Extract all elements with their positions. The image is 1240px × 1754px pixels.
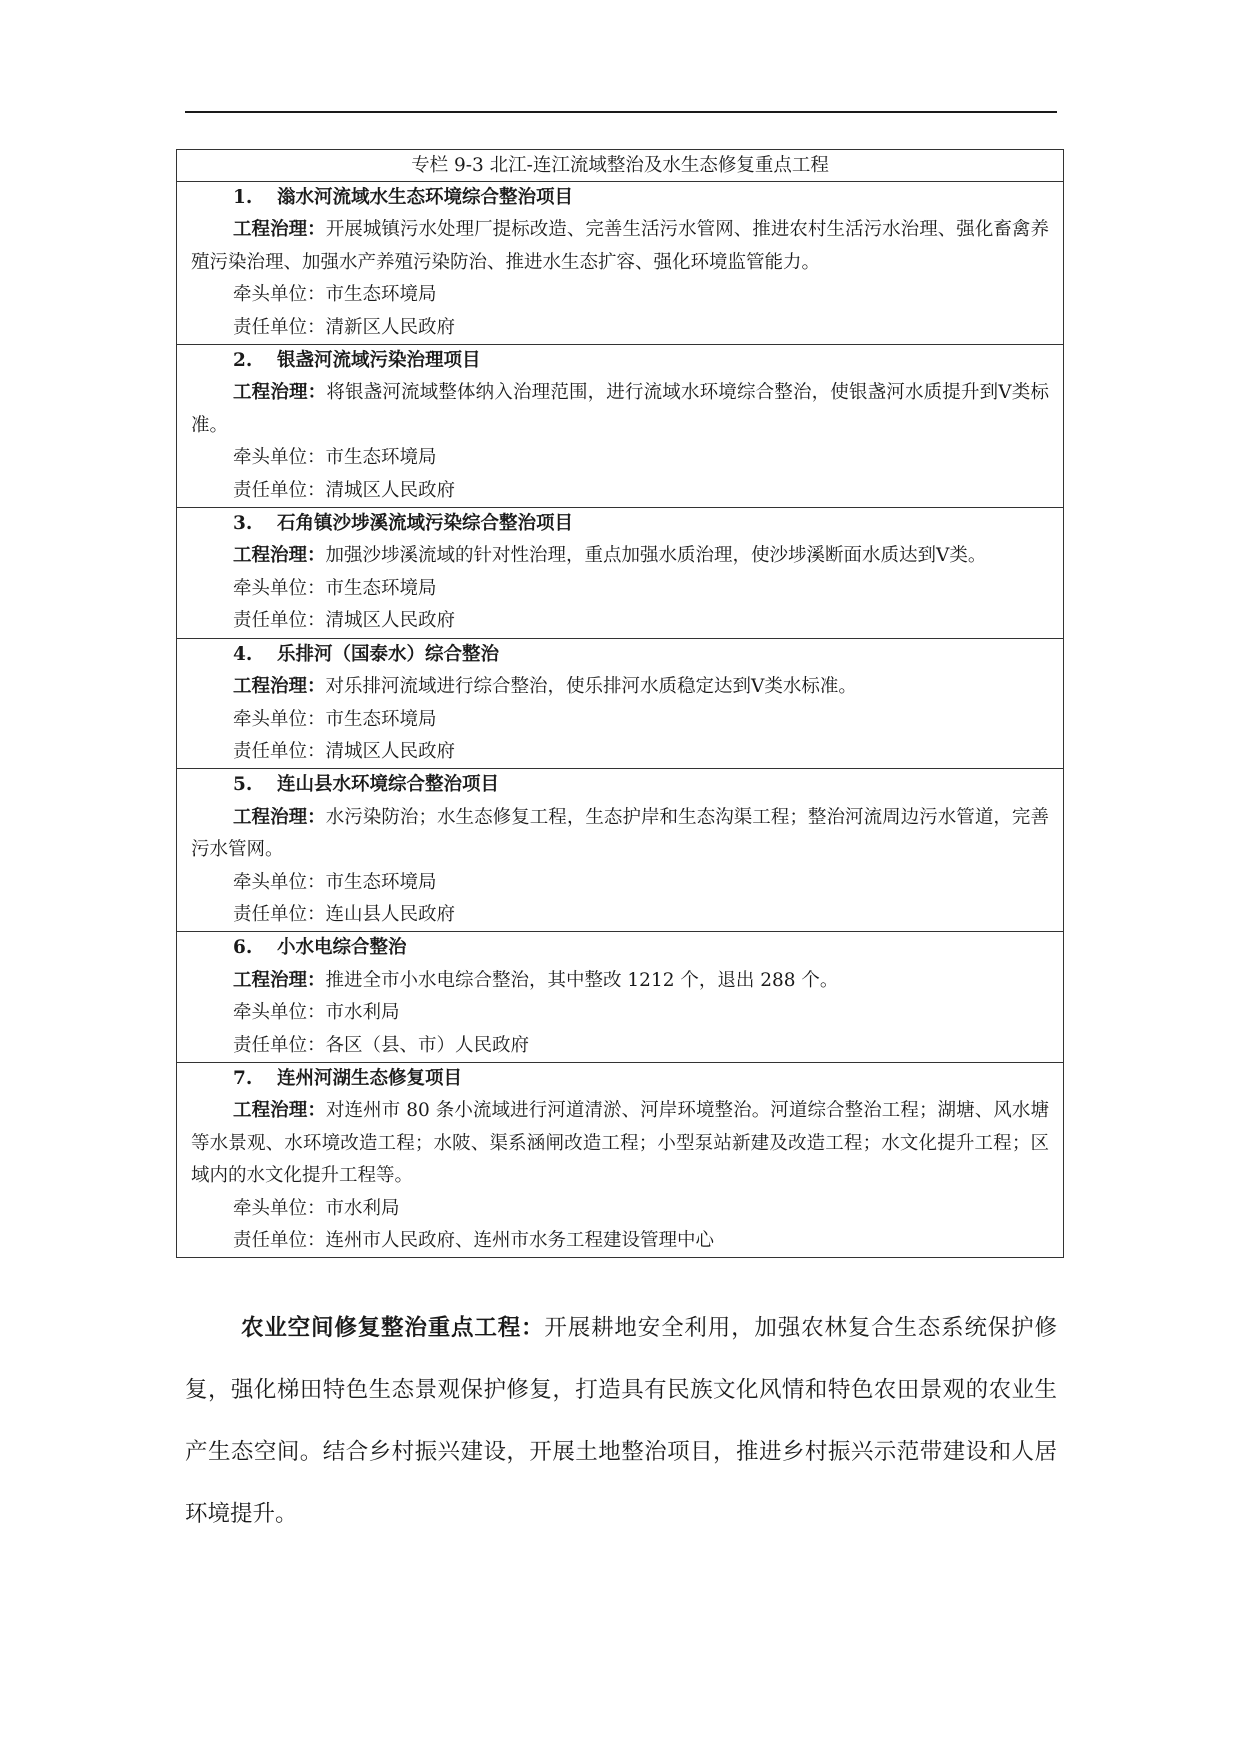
body-text: 开展耕地安全利用，加强农林复合生态系统保护修复，强化梯田特色生态景观保护修复，打造具有民族文化风情和特色农田景观的农业生产生态空间。结合乡村振兴建设，开展土地整治项目，推进乡村振兴示范带建设和人居环境提升。 xyxy=(185,1315,1057,1527)
responsible-unit-label: 责任单位： xyxy=(233,610,326,632)
lead-unit-value: 市水利局 xyxy=(325,1002,400,1024)
project-row xyxy=(177,769,1064,932)
lead-unit xyxy=(191,867,1049,899)
project-measures xyxy=(191,1095,1049,1192)
lead-unit xyxy=(191,573,1049,605)
project-measures xyxy=(191,965,1049,997)
responsible-unit-label: 责任单位： xyxy=(233,903,326,925)
project-row xyxy=(177,932,1064,1063)
project-cell xyxy=(177,932,1064,1063)
project-box-table xyxy=(176,149,1064,1258)
project-title xyxy=(191,639,1049,671)
responsible-unit-value: 清城区人民政府 xyxy=(325,479,456,501)
lead-unit-value: 市生态环境局 xyxy=(325,284,437,306)
responsible-unit-value: 清城区人民政府 xyxy=(325,740,456,762)
responsible-unit-label: 责任单位： xyxy=(233,740,326,762)
project-number: 6. xyxy=(233,937,253,959)
measures-text: 对连州市 80 条小流域进行河道清淤、河岸环境整治。河道综合整治工程；湖塘、风水塘等水景观、水环境改造工程；水陂、渠系涵闸改造工程；小型泵站新建及改造工程；水文化提升工程；区域内的水文化提升工程等。 xyxy=(191,1100,1049,1187)
project-title xyxy=(191,182,1049,214)
responsible-unit-label: 责任单位： xyxy=(233,1230,326,1251)
responsible-unit xyxy=(191,605,1049,637)
project-number: 7. xyxy=(233,1067,253,1089)
measures-text: 水污染防治；水生态修复工程，生态护岸和生态沟渠工程；整治河流周边污水管道，完善污水管网。 xyxy=(191,806,1049,861)
project-title xyxy=(191,345,1049,377)
measures-text: 加强沙埗溪流域的针对性治理，重点加强水质治理，使沙埗溪断面水质达到Ⅴ类。 xyxy=(325,545,987,567)
project-title-text: 小水电综合整治 xyxy=(277,937,407,959)
project-title xyxy=(191,508,1049,540)
project-number: 3. xyxy=(233,513,253,535)
lead-unit-label: 牵头单位： xyxy=(233,447,326,469)
lead-unit-value: 市水利局 xyxy=(325,1197,400,1219)
project-title xyxy=(191,1063,1049,1095)
project-title-text: 连山县水环境综合整治项目 xyxy=(277,774,500,796)
project-row xyxy=(177,508,1064,639)
responsible-unit-label: 责任单位： xyxy=(233,1034,326,1056)
responsible-unit-value: 清城区人民政府 xyxy=(325,610,456,632)
responsible-unit xyxy=(191,1225,1049,1257)
lead-unit-label: 牵头单位： xyxy=(233,871,326,893)
box-title-row xyxy=(177,150,1064,182)
project-title-text: 乐排河（国泰水）综合整治 xyxy=(277,643,500,665)
project-row xyxy=(177,638,1064,769)
project-number: 5. xyxy=(233,774,253,796)
responsible-unit-value: 清新区人民政府 xyxy=(325,316,456,338)
lead-unit-value: 市生态环境局 xyxy=(325,447,437,469)
measures-label: 工程治理： xyxy=(233,969,326,991)
measures-text: 对乐排河流域进行综合整治，使乐排河水质稳定达到Ⅴ类水标准。 xyxy=(325,676,857,698)
project-row xyxy=(177,1062,1064,1257)
responsible-unit xyxy=(191,312,1049,344)
lead-unit-label: 牵头单位： xyxy=(233,1002,326,1024)
lead-unit-label: 牵头单位： xyxy=(233,577,326,599)
project-measures xyxy=(191,377,1049,442)
project-title-text: 连州河湖生态修复项目 xyxy=(277,1067,463,1089)
measures-label: 工程治理： xyxy=(233,676,326,698)
header-rule xyxy=(185,111,1057,113)
measures-label: 工程治理： xyxy=(233,806,326,828)
project-title-text: 银盏河流域污染治理项目 xyxy=(277,350,481,372)
measures-text: 推进全市小水电综合整治，其中整改 1212 个，退出 288 个。 xyxy=(325,969,839,991)
lead-unit xyxy=(191,442,1049,474)
responsible-unit-value: 各区（县、市）人民政府 xyxy=(325,1034,530,1056)
project-measures xyxy=(191,802,1049,867)
measures-text: 将银盏河流域整体纳入治理范围，进行流域水环境综合整治，使银盏河水质提升到Ⅴ类标准。 xyxy=(191,382,1049,436)
project-title-text: 石角镇沙埗溪流域污染综合整治项目 xyxy=(277,513,574,535)
project-cell xyxy=(177,638,1064,769)
lead-unit xyxy=(191,997,1049,1029)
project-row xyxy=(177,182,1064,345)
lead-unit-value: 市生态环境局 xyxy=(325,708,437,730)
lead-unit-value: 市生态环境局 xyxy=(325,577,437,599)
lead-unit-label: 牵头单位： xyxy=(233,284,326,306)
measures-text: 开展城镇污水处理厂提标改造、完善生活污水管网、推进农村生活污水治理、强化畜禽养殖污染治理、加强水产养殖污染防治、推进水生态扩容、强化环境监管能力。 xyxy=(191,219,1049,273)
lead-unit-value: 市生态环境局 xyxy=(325,871,437,893)
project-row xyxy=(177,345,1064,508)
project-cell xyxy=(177,769,1064,932)
project-measures xyxy=(191,671,1049,703)
measures-label: 工程治理： xyxy=(233,382,327,404)
responsible-unit xyxy=(191,736,1049,768)
project-title xyxy=(191,932,1049,964)
project-title-text: 滃水河流域水生态环境综合整治项目 xyxy=(277,187,574,208)
measures-label: 工程治理： xyxy=(233,545,326,567)
lead-unit-label: 牵头单位： xyxy=(233,1197,326,1219)
project-number: 1. xyxy=(233,187,253,208)
project-cell xyxy=(177,345,1064,508)
project-cell xyxy=(177,182,1064,345)
body-lead: 农业空间修复整治重点工程： xyxy=(241,1315,545,1341)
lead-unit xyxy=(191,279,1049,311)
project-measures xyxy=(191,540,1049,572)
responsible-unit xyxy=(191,899,1049,931)
responsible-unit xyxy=(191,475,1049,507)
measures-label: 工程治理： xyxy=(233,219,326,241)
box-title: 专栏 9-3 北江-连江流域整治及水生态修复重点工程 xyxy=(177,150,1064,182)
lead-unit xyxy=(191,1193,1049,1225)
responsible-unit-label: 责任单位： xyxy=(233,479,326,501)
project-title xyxy=(191,769,1049,801)
measures-label: 工程治理： xyxy=(233,1100,326,1122)
lead-unit xyxy=(191,704,1049,736)
responsible-unit-value: 连山县人民政府 xyxy=(325,903,456,925)
project-cell xyxy=(177,508,1064,639)
project-number: 4. xyxy=(233,643,253,665)
lead-unit-label: 牵头单位： xyxy=(233,708,326,730)
project-number: 2. xyxy=(233,350,253,372)
responsible-unit-value: 连州市人民政府、连州市水务工程建设管理中心 xyxy=(325,1230,715,1251)
project-cell xyxy=(177,1062,1064,1257)
responsible-unit-label: 责任单位： xyxy=(233,316,326,338)
project-measures xyxy=(191,214,1049,279)
responsible-unit xyxy=(191,1030,1049,1062)
body-paragraph xyxy=(185,1297,1057,1545)
